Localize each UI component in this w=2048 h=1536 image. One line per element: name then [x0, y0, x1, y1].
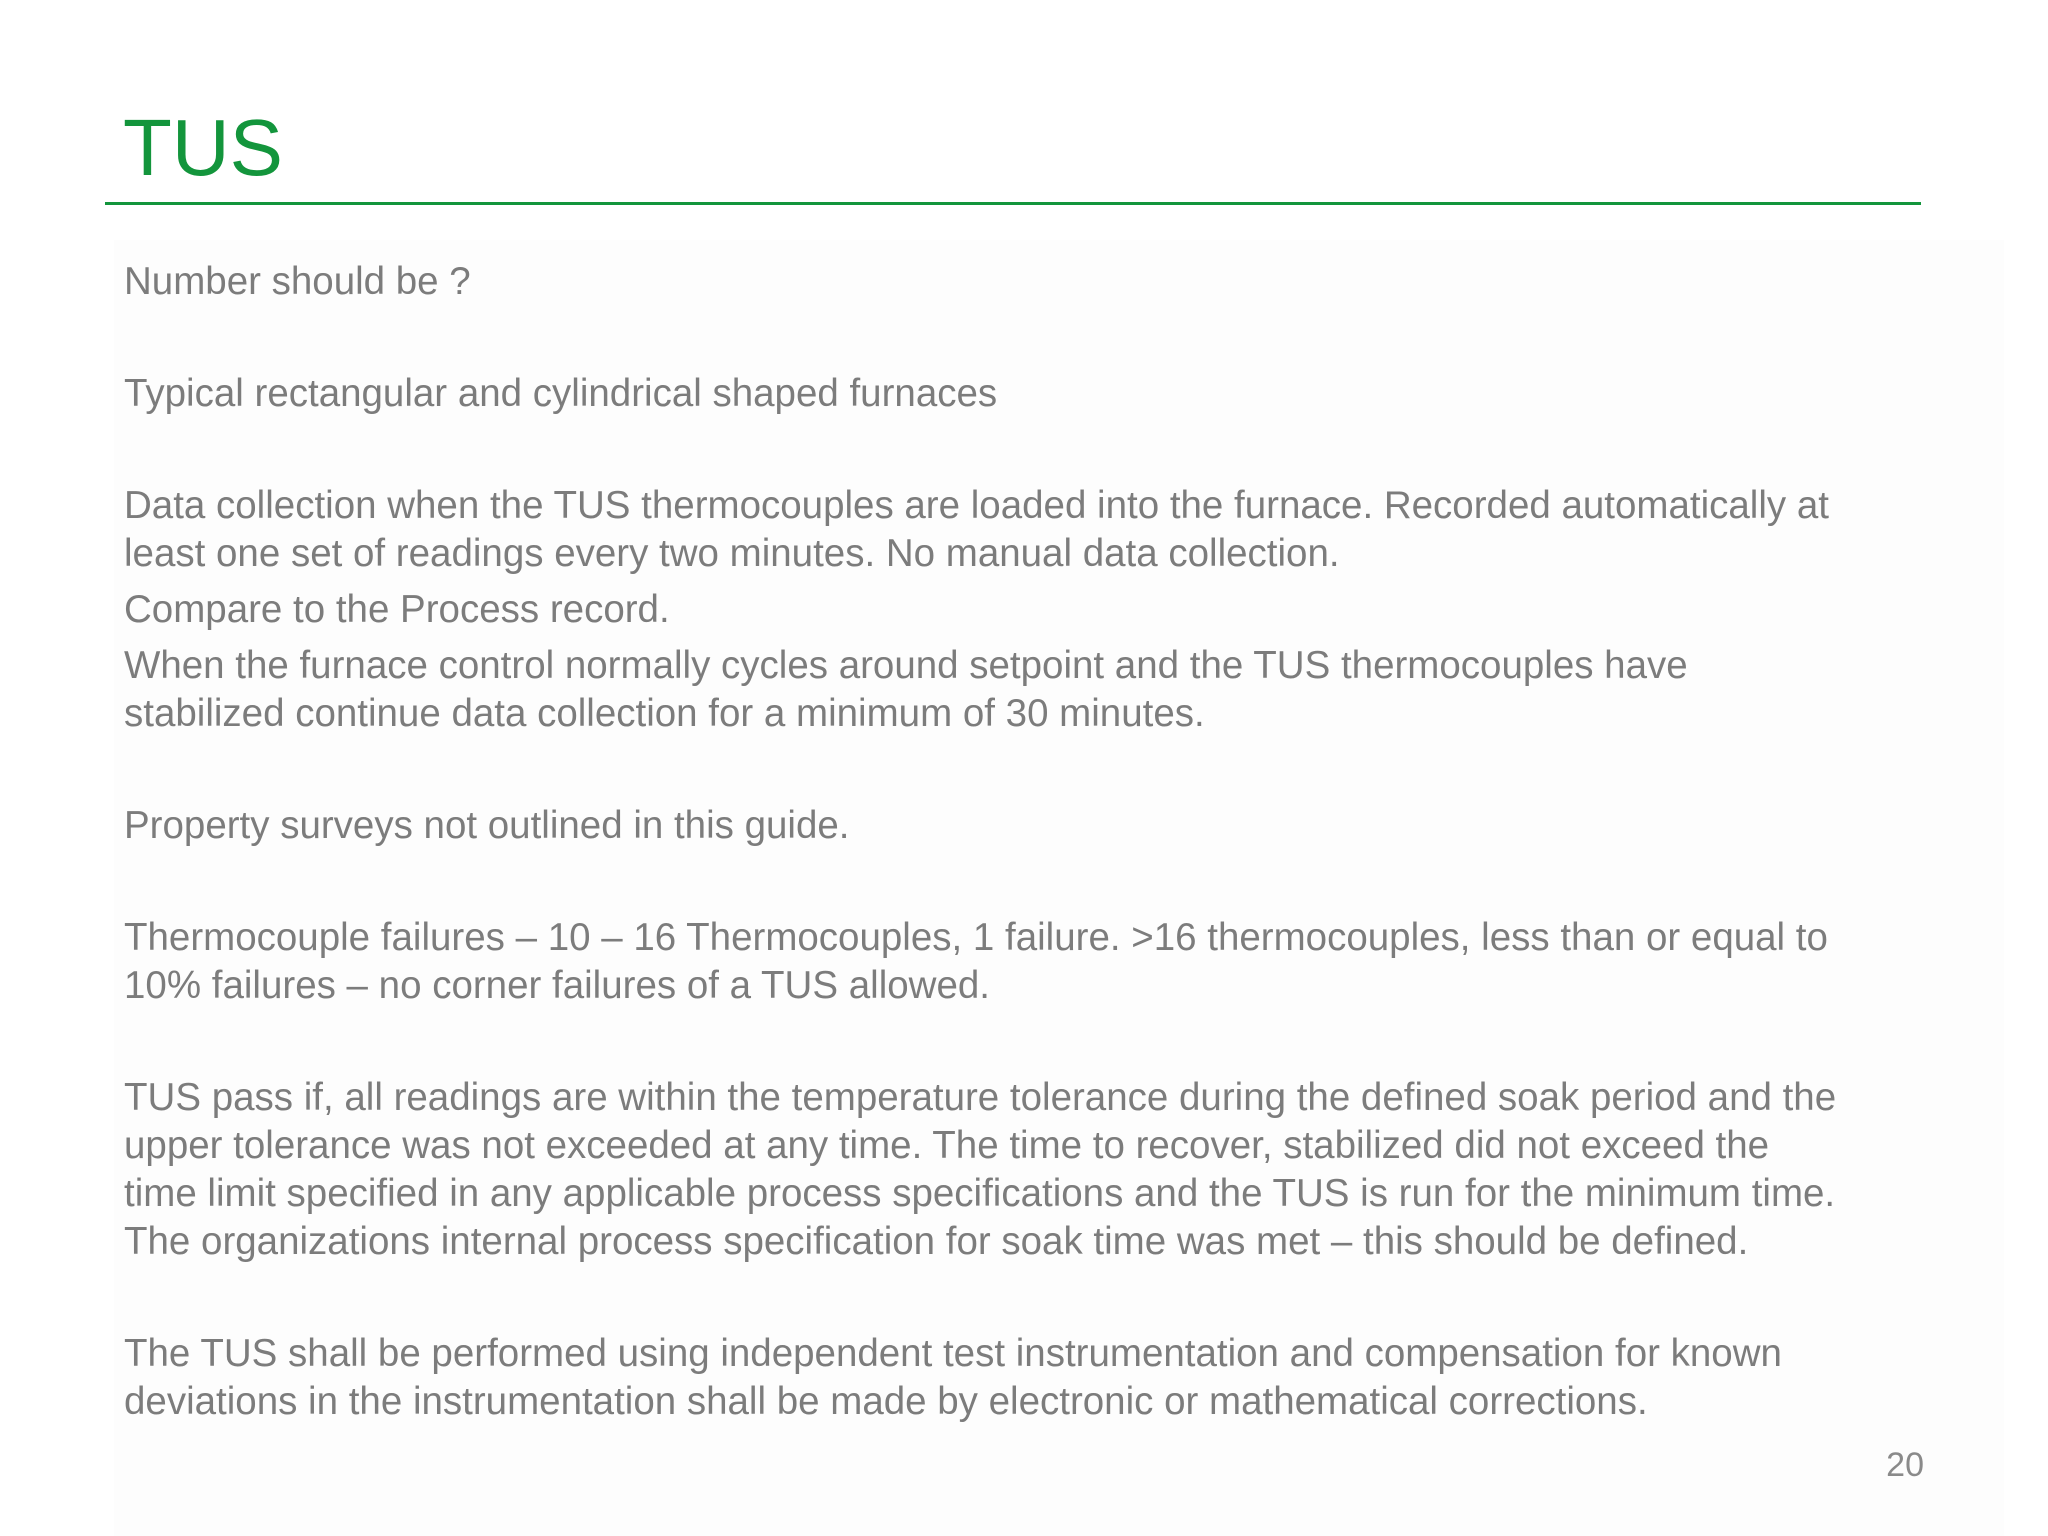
- paragraph-furnace-control-cycles: [124, 642, 1924, 738]
- page-number: 20: [1886, 1446, 1924, 1484]
- paragraph-line: upper tolerance was not exceeded at any time. The time to recover, stabilized did not exceed the: [124, 1124, 1770, 1167]
- paragraph-line: time limit specified in any applicable process specifications and the TUS is run for the minimum time.: [124, 1172, 1836, 1215]
- paragraph-line: The organizations internal process specification for soak time was met – this should be defined.: [124, 1220, 1749, 1263]
- paragraph-line: deviations in the instrumentation shall be made by electronic or mathematical corrections.: [124, 1380, 1648, 1423]
- paragraph-line: Data collection when the TUS thermocouples are loaded into the furnace. Recorded automatically at: [124, 484, 1829, 527]
- paragraph-line: TUS pass if, all readings are within the temperature tolerance during the defined soak period and the: [124, 1076, 1837, 1119]
- paragraph-line: stabilized continue data collection for a minimum of 30 minutes.: [124, 692, 1205, 735]
- paragraph-line: The TUS shall be performed using independent test instrumentation and compensation for known: [124, 1332, 1782, 1375]
- paragraph-line: When the furnace control normally cycles around setpoint and the TUS thermocouples have: [124, 644, 1688, 687]
- paragraph-data-collection: [124, 482, 1924, 578]
- paragraph-number-should-be: [124, 258, 1924, 306]
- paragraph-independent-instrumentation: [124, 1330, 1924, 1426]
- slide-title: TUS: [123, 103, 283, 192]
- paragraph-thermocouple-failures: [124, 914, 1924, 1010]
- title-divider: [105, 202, 1921, 205]
- paragraph-line: Compare to the Process record.: [124, 588, 670, 631]
- paragraph-line: least one set of readings every two minutes. No manual data collection.: [124, 532, 1340, 575]
- paragraph-compare-process-record: [124, 586, 1924, 634]
- paragraph-tus-pass-criteria: [124, 1074, 1924, 1266]
- paragraph-line: Typical rectangular and cylindrical shaped furnaces: [124, 372, 998, 415]
- paragraph-line: Number should be ?: [124, 260, 471, 303]
- paragraph-line: Property surveys not outlined in this guide.: [124, 804, 850, 847]
- paragraph-property-surveys: [124, 802, 1924, 850]
- paragraph-line: 10% failures – no corner failures of a TUS allowed.: [124, 964, 990, 1007]
- paragraph-typical-furnaces: [124, 370, 1924, 418]
- paragraph-line: Thermocouple failures – 10 – 16 Thermocouples, 1 failure. >16 thermocouples, less than or equal to: [124, 916, 1828, 959]
